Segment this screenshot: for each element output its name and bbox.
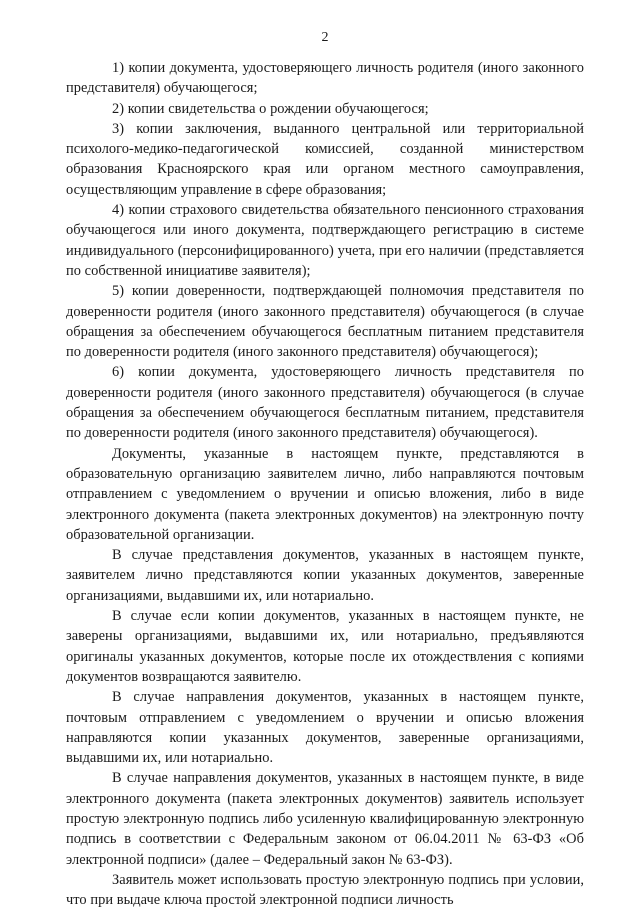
paragraph-submission-methods: Документы, указанные в настоящем пункте, представляются в образовательную организацию заявителем лично, либо направляются почтовым отправлением с уведомлением о вручении и описью вложения, либо в виде электронного документа (пакета электронных документов) на электронную почту образовательной организации. [66, 445, 584, 543]
page-number: 2 [321, 30, 329, 45]
paragraph-electronic-submission: В случае направления документов, указанных в настоящем пункте, в виде электронного документа (пакета электронных документов) заявитель использует простую электронную подпись либо усиленную квалифицированную электронную подпись в соответствии с Федеральным законом от 06.04.2011 № 63-ФЗ «Об электронной подписи» (далее – Федеральный закон № 63-ФЗ). [66, 770, 584, 868]
list-item-pmpk-conclusion: 3) копии заключения, выданного центральной или территориальной психолого-медико-педагогической комиссией, созданной министерством образования Красноярского края или органом местного самоуправления, осуществляющим управление в сфере образования; [66, 120, 584, 198]
list-item-pension-certificate: 4) копии страхового свидетельства обязательного пенсионного страхования обучающегося или иного документа, подтверждающего регистрацию в системе индивидуального (персонифицированного) учета, при его наличии (представляется по собственной инициативе заявителя); [66, 202, 584, 279]
paragraph-postal-submission: В случае направления документов, указанных в настоящем пункте, почтовым отправлением с уведомлением о вручении и описью вложения направляются копии указанных документов, заверенные организациями, выдавшими их, или нотариально. [66, 689, 584, 767]
document-body [66, 58, 584, 910]
paragraph-personal-submission: В случае представления документов, указанных в настоящем пункте, заявителем лично представляются копии указанных документов, заверенные организациями, выдавшими их, или нотариально. [66, 547, 584, 604]
list-item-birth-certificate: 2) копии свидетельства о рождении обучающегося; [112, 100, 429, 117]
list-item-power-of-attorney: 5) копии доверенности, подтверждающей полномочия представителя по доверенности родителя (иного законного представителя) обучающегося (в случае обращения за обеспечением обучающегося бесплатным питанием представителя по доверенности родителя (иного законного представителя) обучающегося); [66, 283, 584, 361]
list-item-passport-copy: 1) копии документа, удостоверяющего личность родителя (иного законного представителя) обучающегося; [66, 60, 584, 97]
list-item-representative-id: 6) копии документа, удостоверяющего личность представителя по доверенности родителя (иного законного представителя) обучающегося (в случае обращения за обеспечением обучающегося бесплатным питанием, представителя по доверенности родителя (иного законного представителя) обучающегося). [66, 364, 584, 442]
paragraph-simple-signature: Заявитель может использовать простую электронную подпись при условии, что при выдаче ключа простой электронной подписи личность [66, 871, 584, 909]
paragraph-unverified-copies: В случае если копии документов, указанных в настоящем пункте, не заверены организациями, выдавшими их, или нотариально, предъявляются оригиналы указанных документов, которые после их отождествления с копиями документов возвращаются заявителю. [66, 608, 584, 685]
